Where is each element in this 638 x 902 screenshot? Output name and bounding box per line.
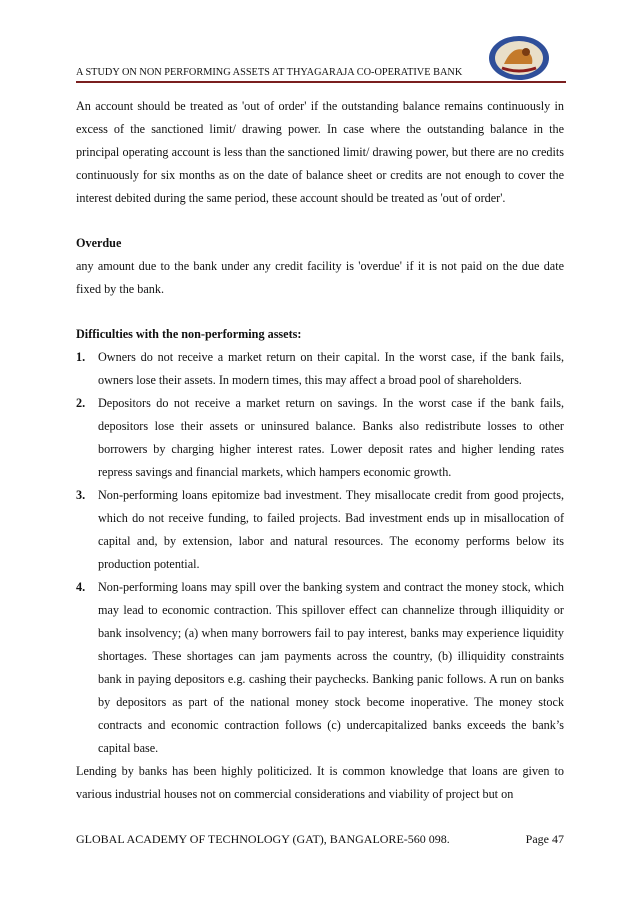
page-footer	[76, 832, 564, 847]
list-item	[76, 346, 564, 392]
overdue-heading: Overdue	[76, 236, 122, 250]
difficulties-heading: Difficulties with the non-performing assets:	[76, 327, 302, 341]
overdue-paragraph: any amount due to the bank under any credit facility is 'overdue' if it is not paid on the due date fixed by the bank.	[76, 259, 564, 296]
list-number: 2.	[76, 396, 86, 410]
list-item	[76, 576, 564, 760]
out-of-order-paragraph: An account should be treated as 'out of order' if the outstanding balance remains continuously in excess of the sanctioned limit/ drawing power. In case where the outstanding balance in the principal operating account is less than the sanctioned limit/ drawing power, but there are no credits continuously for six months as on the date of balance sheet or credits are not enough to cover the interest debited during the same period, these account should be treated as 'out of order'.	[76, 99, 564, 205]
list-text: Non-performing loans may spill over the banking system and contract the money stock, which may lead to economic contraction. This spillover effect can channelize through illiquidity or bank insolvency; (a) when many borrowers fail to pay interest, banks may experience liquidity shortages. These shortages can jam payments across the country, (b) illiquidity constraints bank in paying depositors e.g. cashing their paychecks. Banking panic follows. A run on banks by depositors as part of the national money stock become inoperative. The money stock contracts and economic contraction follows (c) undercapitalized banks exceeds the bank’s capital base.	[98, 580, 564, 755]
list-item	[76, 392, 564, 484]
page-content	[76, 95, 564, 806]
running-header: A STUDY ON NON PERFORMING ASSETS AT THYAGARAJA CO-OPERATIVE BANK	[76, 67, 463, 78]
list-text: Depositors do not receive a market return on savings. In the worst case if the bank fails, depositors lose their assets or uninsured balance. Banks also redistribute losses to other borrowers by charging higher interest rates. Lower deposit rates and higher lending rates repress savings and financial markets, which hampers economic growth.	[98, 396, 564, 479]
list-text: Non-performing loans epitomize bad investment. They misallocate credit from good projects, which do not receive funding, to failed projects. Bad investment ends up in misallocation of capital and, by extension, labor and natural resources. The economy performs below its production potential.	[98, 488, 564, 571]
footer-institution: GLOBAL ACADEMY OF TECHNOLOGY (GAT), BANGALORE-560 098.	[76, 832, 450, 846]
header-rule	[76, 81, 566, 83]
list-item	[76, 484, 564, 576]
list-number: 3.	[76, 488, 86, 502]
list-number: 1.	[76, 350, 86, 364]
page-number: Page 47	[525, 832, 564, 846]
list-number: 4.	[76, 580, 86, 594]
lending-paragraph: Lending by banks has been highly politicized. It is common knowledge that loans are given to various industrial houses not on commercial considerations and viability of project but on	[76, 764, 564, 801]
bank-seal-icon	[486, 34, 552, 82]
list-text: Owners do not receive a market return on their capital. In the worst case, if the bank fails, owners lose their assets. In modern times, this may affect a broad pool of shareholders.	[98, 350, 564, 387]
